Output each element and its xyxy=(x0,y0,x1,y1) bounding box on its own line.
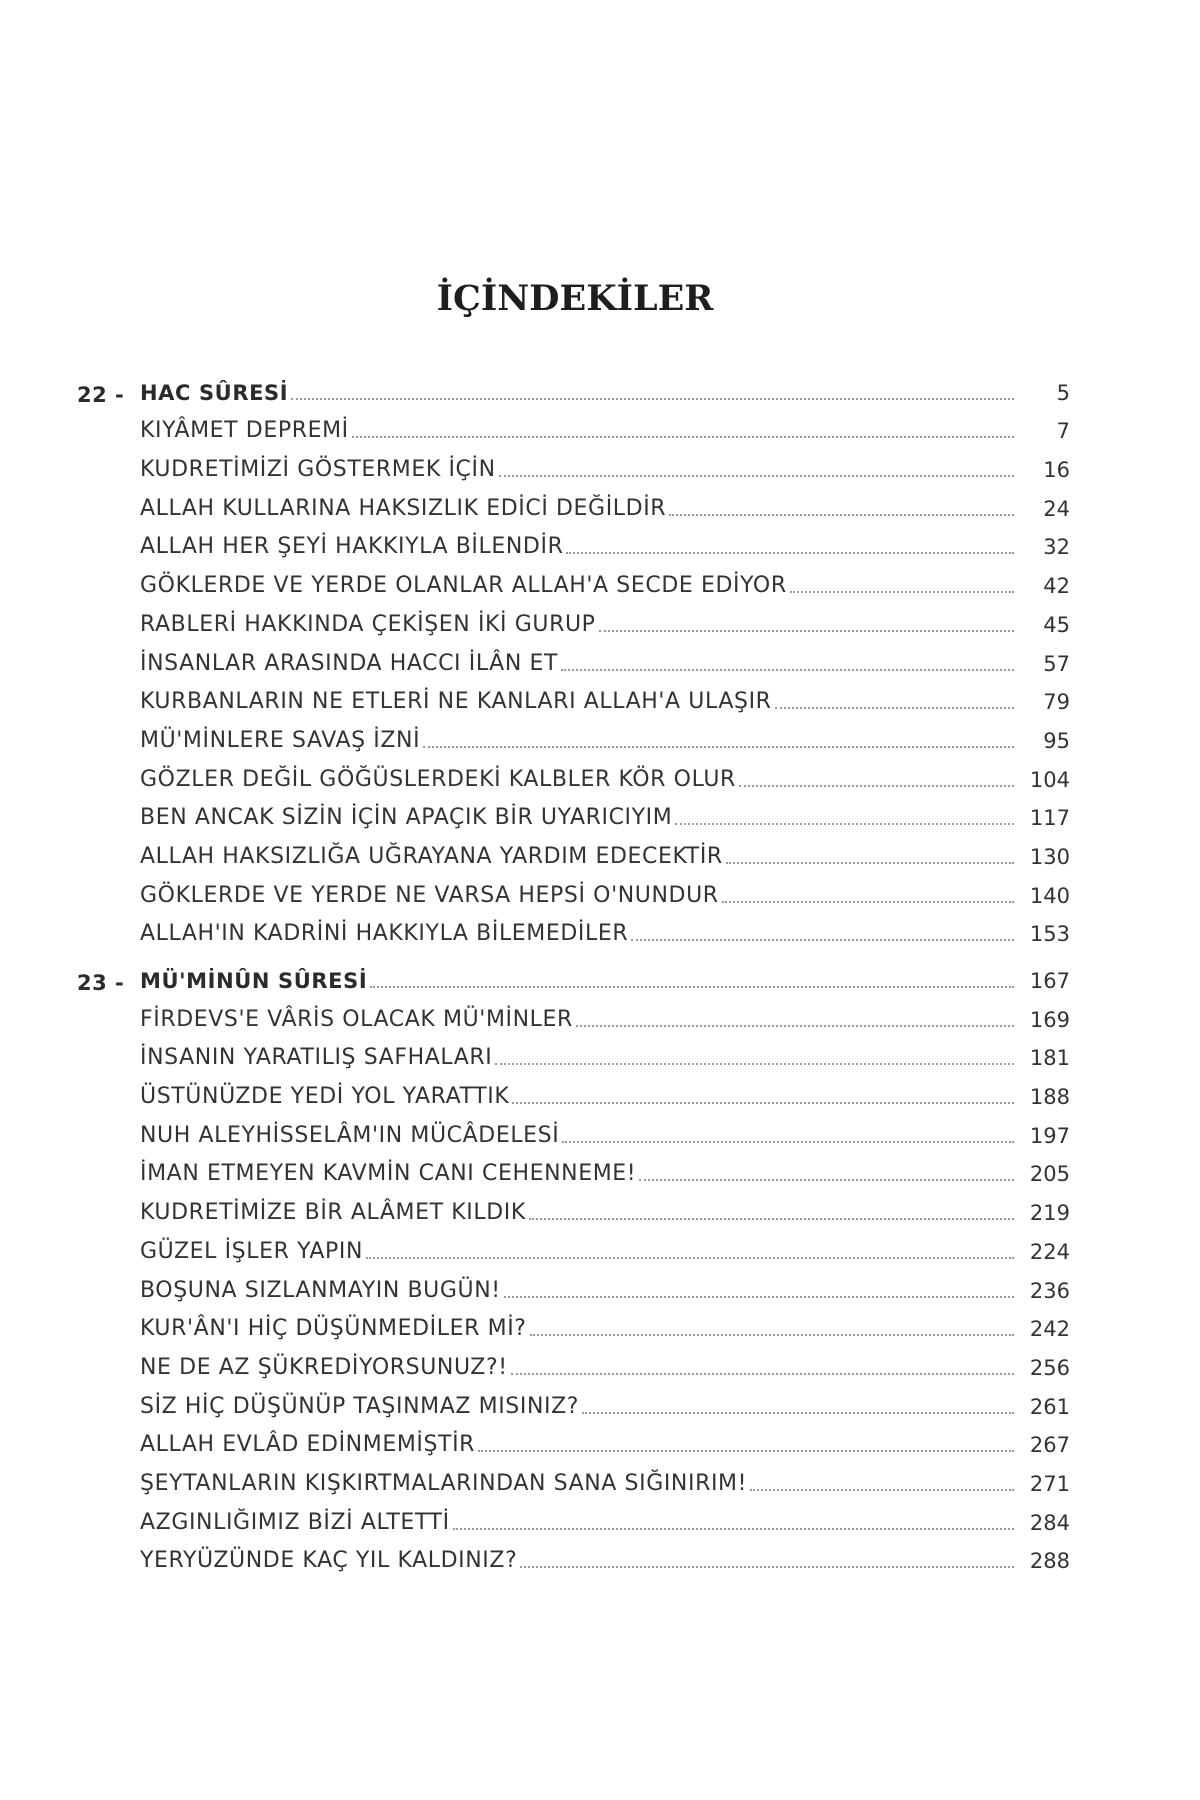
toc-section-heading xyxy=(0,368,1200,407)
entry-title: ALLAH HER ŞEYİ HAKKIYLA BİLENDİR xyxy=(140,534,564,560)
dot-leader xyxy=(366,1256,1014,1259)
entry-title: İMAN ETMEYEN KAVMİN CANI CEHENNEME! xyxy=(140,1161,637,1187)
page-number: 117 xyxy=(1029,806,1070,831)
dot-leader xyxy=(675,822,1014,825)
toc-entry xyxy=(0,1498,1200,1537)
page-number: 153 xyxy=(1029,922,1070,947)
page-number: 197 xyxy=(1029,1123,1070,1148)
section-number: 22 - xyxy=(77,382,125,407)
entry-title: KUDRETİMİZE BİR ALÂMET KILDIK xyxy=(140,1200,526,1226)
dot-leader xyxy=(520,1565,1014,1568)
dot-leader xyxy=(726,861,1014,864)
entry-title: ALLAH HAKSIZLIĞA UĞRAYANA YARDIM EDECEKTİR xyxy=(140,843,723,869)
dot-leader xyxy=(291,397,1014,400)
dot-leader xyxy=(529,1217,1014,1220)
dot-leader xyxy=(478,1449,1014,1452)
toc-entry xyxy=(0,445,1200,484)
dot-leader xyxy=(576,1024,1014,1027)
page-number: 256 xyxy=(1029,1355,1070,1380)
page-number: 79 xyxy=(1043,690,1070,715)
entry-title: BOŞUNA SIZLANMAYIN BUGÜN! xyxy=(140,1277,501,1303)
toc-entry xyxy=(0,678,1200,717)
dot-leader xyxy=(453,1527,1014,1530)
dot-leader xyxy=(582,1411,1014,1414)
entry-title: KURBANLARIN NE ETLERİ NE KANLARI ALLAH'A ULAŞIR xyxy=(140,689,772,715)
toc-entry xyxy=(0,1227,1200,1266)
toc-entry xyxy=(0,995,1200,1034)
toc-entry xyxy=(0,639,1200,678)
dot-leader xyxy=(669,513,1014,516)
page-number: 24 xyxy=(1043,496,1070,521)
toc-entry xyxy=(0,1111,1200,1150)
page-number: 104 xyxy=(1029,767,1070,792)
toc-entry xyxy=(0,600,1200,639)
page-number: 5 xyxy=(1056,380,1070,405)
page-number: 140 xyxy=(1029,883,1070,908)
entry-title: RABLERİ HAKKINDA ÇEKİŞEN İKİ GURUP xyxy=(140,611,596,637)
toc-entry xyxy=(0,1459,1200,1498)
toc-entry xyxy=(0,910,1200,949)
dot-leader xyxy=(561,668,1014,671)
page-number: 167 xyxy=(1029,969,1070,993)
dot-leader xyxy=(775,706,1014,709)
toc-entry xyxy=(0,1421,1200,1460)
page-number: 32 xyxy=(1043,535,1070,560)
entry-title: NUH ALEYHİSSELÂM'IN MÜCÂDELESİ xyxy=(140,1122,560,1148)
page-number: 7 xyxy=(1056,419,1070,444)
dot-leader xyxy=(739,784,1014,787)
page-number: 42 xyxy=(1043,574,1070,599)
section-number: 23 - xyxy=(77,971,125,995)
toc-entry xyxy=(0,523,1200,562)
toc-entry xyxy=(0,1072,1200,1111)
dot-leader xyxy=(639,1178,1014,1181)
dot-leader xyxy=(370,985,1014,988)
entry-title: MÜ'MİNLERE SAVAŞ İZNİ xyxy=(140,727,421,753)
dot-leader xyxy=(566,551,1014,554)
page-number: 236 xyxy=(1029,1278,1070,1303)
dot-leader xyxy=(790,590,1014,593)
page-number: 224 xyxy=(1029,1239,1070,1264)
toc-entry xyxy=(0,484,1200,523)
toc-entry xyxy=(0,794,1200,833)
toc-entry xyxy=(0,561,1200,600)
entry-title: KUDRETİMİZİ GÖSTERMEK İÇİN xyxy=(140,457,496,483)
toc-entry xyxy=(0,1305,1200,1344)
toc-entry xyxy=(0,1150,1200,1189)
entry-title: YERYÜZÜNDE KAÇ YIL KALDINIZ? xyxy=(140,1548,518,1574)
dot-leader xyxy=(495,1062,1014,1065)
entry-title: ŞEYTANLARIN KIŞKIRTMALARINDAN SANA SIĞINIRIM! xyxy=(140,1470,748,1496)
entry-title: NE DE AZ ŞÜKREDİYORSUNUZ?! xyxy=(140,1354,508,1380)
entry-title: ALLAH'IN KADRİNİ HAKKIYLA BİLEMEDİLER xyxy=(140,921,629,947)
toc-section-heading xyxy=(0,956,1200,995)
entry-title: ALLAH EVLÂD EDİNMEMİŞTİR xyxy=(140,1432,476,1458)
toc-entry xyxy=(0,716,1200,755)
page-number: 188 xyxy=(1029,1085,1070,1110)
dot-leader xyxy=(423,745,1014,748)
page-number: 271 xyxy=(1029,1471,1070,1496)
section-title: MÜ'MİNÛN SÛRESİ xyxy=(140,969,368,993)
page-number: 267 xyxy=(1029,1433,1070,1458)
toc-entry xyxy=(0,1382,1200,1421)
dot-leader xyxy=(631,938,1014,941)
dot-leader xyxy=(512,1101,1014,1104)
page-number: 205 xyxy=(1029,1162,1070,1187)
page-number: 169 xyxy=(1029,1007,1070,1032)
dot-leader xyxy=(722,900,1014,903)
toc-entry xyxy=(0,407,1200,446)
entry-title: GÜZEL İŞLER YAPIN xyxy=(140,1238,364,1264)
entry-title: GÖKLERDE VE YERDE NE VARSA HEPSİ O'NUNDUR xyxy=(140,882,719,908)
toc-entry xyxy=(0,1034,1200,1073)
entry-title: İNSANLAR ARASINDA HACCI İLÂN ET xyxy=(140,650,559,676)
page-number: 284 xyxy=(1029,1510,1070,1535)
dot-leader xyxy=(499,474,1014,477)
page-number: 181 xyxy=(1029,1046,1070,1071)
entry-title: KIYÂMET DEPREMİ xyxy=(140,418,349,444)
page-number: 16 xyxy=(1043,458,1070,483)
dot-leader xyxy=(352,435,1014,438)
entry-title: FİRDEVS'E VÂRİS OLACAK MÜ'MİNLER xyxy=(140,1006,573,1032)
entry-title: GÖKLERDE VE YERDE OLANLAR ALLAH'A SECDE EDİYOR xyxy=(140,573,787,599)
page-number: 57 xyxy=(1043,651,1070,676)
entry-title: SİZ HİÇ DÜŞÜNÜP TAŞINMAZ MISINIZ? xyxy=(140,1393,580,1419)
dot-leader xyxy=(750,1488,1014,1491)
page-number: 242 xyxy=(1029,1317,1070,1342)
toc-entry xyxy=(0,1537,1200,1576)
toc-entry xyxy=(0,832,1200,871)
entry-title: KUR'ÂN'I HİÇ DÜŞÜNMEDİLER Mİ? xyxy=(140,1316,527,1342)
entry-title: ÜSTÜNÜZDE YEDİ YOL YARATTIK xyxy=(140,1084,510,1110)
toc-entry xyxy=(0,1188,1200,1227)
page-number: 130 xyxy=(1029,844,1070,869)
dot-leader xyxy=(504,1295,1014,1298)
page-number: 288 xyxy=(1029,1549,1070,1574)
page-title: İÇİNDEKİLER xyxy=(436,278,714,319)
entry-title: ALLAH KULLARINA HAKSIZLIK EDİCİ DEĞİLDİR xyxy=(140,495,667,521)
page-number: 95 xyxy=(1043,728,1070,753)
page-number: 261 xyxy=(1029,1394,1070,1419)
dot-leader xyxy=(562,1140,1014,1143)
dot-leader xyxy=(511,1372,1014,1375)
dot-leader xyxy=(530,1333,1014,1336)
entry-title: İNSANIN YARATILIŞ SAFHALARI xyxy=(140,1045,493,1071)
toc-entry xyxy=(0,871,1200,910)
entry-title: BEN ANCAK SİZİN İÇİN APAÇIK BİR UYARICIYIM xyxy=(140,805,673,831)
table-of-contents xyxy=(0,368,1200,1575)
toc-entry xyxy=(0,1266,1200,1305)
toc-entry xyxy=(0,755,1200,794)
dot-leader xyxy=(599,629,1014,632)
toc-entry xyxy=(0,1343,1200,1382)
page-number: 45 xyxy=(1043,612,1070,637)
section-title: HAC SÛRESİ xyxy=(140,380,289,405)
page-number: 219 xyxy=(1029,1201,1070,1226)
entry-title: AZGINLIĞIMIZ BİZİ ALTETTİ xyxy=(140,1509,450,1535)
entry-title: GÖZLER DEĞİL GÖĞÜSLERDEKİ KALBLER KÖR OLUR xyxy=(140,766,736,792)
